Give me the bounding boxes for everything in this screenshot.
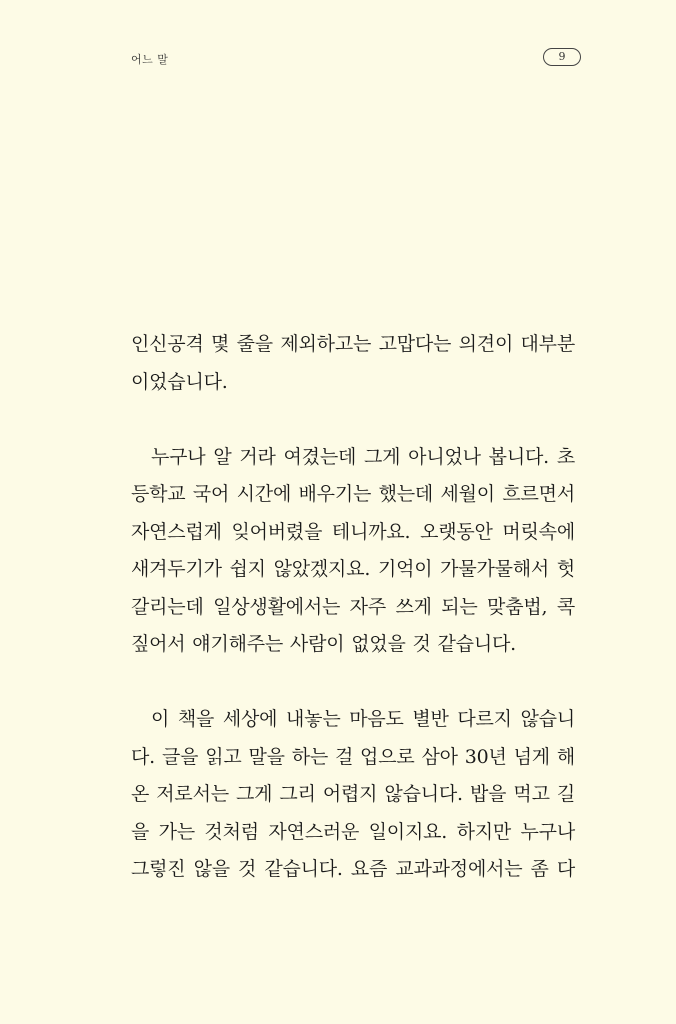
text-line: 이 책을 세상에 내놓는 마음도 별반 다르지 않습니 (151, 708, 575, 730)
text-line: 갈리는데 일상생활에서는 자주 쓰게 되는 맞춤법, 콕 (131, 595, 575, 618)
paragraph-2 (131, 439, 575, 664)
text-line: 등학교 국어 시간에 배우기는 했는데 세월이 흐르면서 (131, 483, 575, 505)
page-number-badge: 9 (543, 48, 581, 66)
running-header-title: 어느 말 (131, 53, 169, 66)
paragraph-1 (131, 326, 575, 401)
text-line: 인신공격 몇 줄을 제외하고는 고맙다는 의견이 대부분 (131, 333, 575, 355)
text-line: 누구나 알 거라 여겼는데 그게 아니었나 봅니다. 초 (151, 445, 575, 468)
text-line: 자연스럽게 잊어버렸을 테니까요. 오랫동안 머릿속에 (131, 520, 575, 543)
text-line: 온 저로서는 그게 그리 어렵지 않습니다. 밥을 먹고 길 (131, 783, 575, 805)
paragraph-3 (131, 701, 575, 889)
text-line: 을 가는 것처럼 자연스러운 일이지요. 하지만 누구나 (131, 820, 575, 843)
text-line: 새겨두기가 쉽지 않았겠지요. 기억이 가물가물해서 헛 (131, 558, 575, 580)
text-line: 다. 글을 읽고 말을 하는 걸 업으로 삼아 30년 넘게 해 (131, 745, 575, 768)
text-line: 그렇진 않을 것 같습니다. 요즘 교과과정에서는 좀 다 (131, 858, 575, 880)
body-text (131, 326, 575, 889)
text-line: 짚어서 얘기해주는 사람이 없었을 것 같습니다. (131, 633, 516, 655)
text-line: 이었습니다. (131, 370, 228, 393)
